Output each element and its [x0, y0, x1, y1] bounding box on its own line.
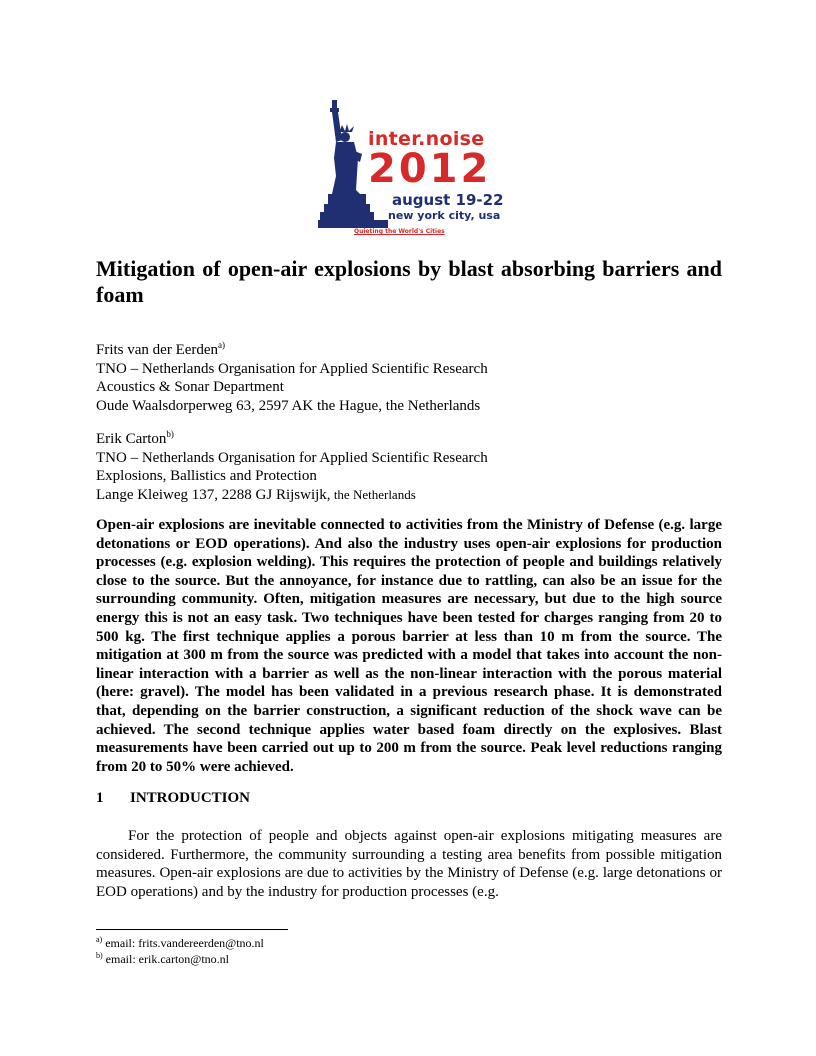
- abstract: Open-air explosions are inevitable connected to activities from the Ministry of Defense (e.g. large detonations or EOD operations). And also the industry uses open-air explosions for production processes (e.g. explosion welding). This requires the protection of people and buildings relatively close to the source. But the annoyance, for instance due to rattling, can also be an issue for the surrounding community. Often, mitigation measures are necessary, but due to the high source energy this is not an easy task. Two techniques have been tested for charges ranging from 20 to 500 kg. The first technique applies a porous barrier at less than 10 m from the source. The mitigation at 300 m from the source was predicted with a model that takes into account the non-linear interaction with a barrier as well as the non-linear interaction with the porous material (here: gravel). The model has been validated in a previous research phase. It is demonstrated that, depending on the barrier construction, a significant reduction of the shock wave can be achieved. The second technique applies water based foam directly on the explosives. Blast measurements have been carried out up to 200 m from the source. Peak level reductions ranging from 20 to 50% were achieved.: [96, 517, 722, 775]
- affiliation-mark: b): [166, 429, 174, 439]
- footnote-mark: b): [96, 951, 103, 960]
- author-address-country: the Netherlands: [330, 486, 416, 502]
- affiliation-mark: a): [218, 340, 226, 350]
- section-heading: [96, 790, 250, 807]
- author-address-text: Lange Kleiweg 137, 2288 GJ Rijswijk,: [96, 486, 331, 503]
- logo-year: 2012: [368, 146, 492, 192]
- author-name-text: Frits van der Eerden: [96, 342, 219, 358]
- footnote: [96, 935, 264, 951]
- author-address: [96, 397, 736, 416]
- footnote-text: email: erik.carton@tno.nl: [102, 952, 230, 966]
- author-address-text: Oude Waalsdorperweg 63, 2597 AK the Hague, the Netherlands: [96, 397, 481, 414]
- conference-logo: [318, 98, 504, 240]
- section-title: INTRODUCTION: [130, 790, 251, 806]
- section-number: 1: [96, 790, 104, 806]
- footnotes: [96, 935, 264, 967]
- author-block-2: [96, 430, 736, 504]
- author-name-text: Erik Carton: [96, 431, 167, 447]
- author-department: Explosions, Ballistics and Protection: [96, 468, 317, 484]
- author-address: [96, 486, 736, 505]
- logo-location: new york city, usa: [388, 209, 501, 222]
- introduction-paragraph: For the protection of people and objects against open-air explosions mitigating measures are considered. Furthermore, the community surrounding a testing area benefits from possible mitigation measures. Open-air explosions are due to activities by the Ministry of Defense (e.g. large detonations or EOD operations) and by the industry for production processes (e.g.: [96, 828, 722, 900]
- paper-title: Mitigation of open-air explosions by blast absorbing barriers and foam: [96, 256, 722, 307]
- logo-tagline: Quieting the World's Cities: [354, 228, 445, 235]
- logo-dates: august 19-22: [392, 191, 504, 209]
- author-organisation: TNO – Netherlands Organisation for Applied Scientific Research: [96, 449, 488, 466]
- author-block-1: [96, 341, 736, 415]
- author-organisation: TNO – Netherlands Organisation for Applied Scientific Research: [96, 360, 488, 377]
- footnote-mark: a): [96, 935, 103, 944]
- author-name: [96, 430, 736, 449]
- author-name: [96, 341, 736, 360]
- logo-brand: inter.noise: [368, 128, 485, 150]
- footnote: [96, 951, 264, 967]
- author-department: Acoustics & Sonar Department: [96, 379, 284, 395]
- footnote-text: email: frits.vandereerden@tno.nl: [102, 936, 264, 950]
- footnote-divider: [96, 929, 288, 930]
